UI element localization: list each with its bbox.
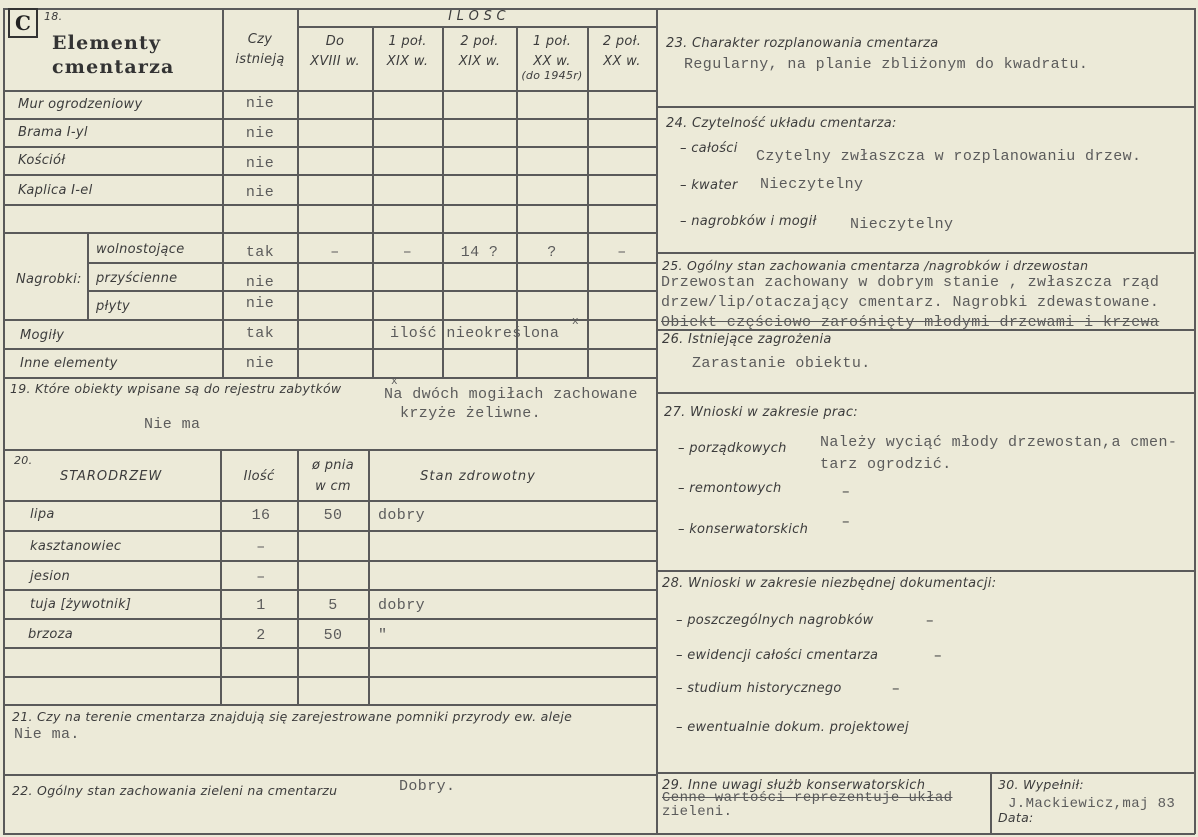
s20-col-stan: Stan zdrowotny (420, 469, 536, 484)
s27-porz-label: – porządkowych (678, 441, 787, 456)
col-czy-line1: Czy (247, 32, 273, 47)
s22-value: Dobry. (399, 778, 456, 795)
s27-rem-value: – (842, 482, 850, 500)
s24-kwater-label: – kwater (680, 178, 738, 193)
wolnostojace-1pol-xix: – (402, 244, 413, 261)
s25-line3: Obiekt częściowo zarośnięty młodymi drzewami i krzewa (661, 314, 1160, 331)
row-line (88, 262, 657, 264)
row-line (3, 204, 657, 206)
inne-czy: nie (245, 355, 275, 372)
tree-ilosc: 2 (256, 627, 266, 644)
period-header-1-line1: Do (325, 34, 345, 49)
period-header-3-line2: XIX w. (458, 54, 501, 69)
wolnostojace-1pol-xx: ? (547, 244, 557, 261)
s21-value: Nie ma. (14, 726, 80, 743)
doc-item-label: – ewidencji całości cmentarza (676, 648, 879, 663)
period-header-1-line2: XVIII w. (310, 54, 360, 69)
s20-col-pnia-2: w cm (315, 479, 351, 494)
row-line (656, 252, 1196, 254)
tree-pien: 50 (323, 507, 343, 524)
row-line (3, 774, 657, 776)
s27-porz-value2: tarz ogrodzić. (820, 456, 952, 473)
s28-label: 28. Wnioski w zakresie niezbędnej dokumentacji: (662, 576, 997, 591)
left-border (3, 8, 5, 834)
nagrobki-wolnostojace-czy: tak (245, 244, 275, 261)
period-header-4-line3: (do 1945r) (521, 69, 583, 82)
nagrobki-przyscienne-czy: nie (245, 274, 275, 291)
tree-name: kasztanowiec (30, 539, 122, 554)
row-line (88, 290, 657, 292)
s27-rem-label: – remontowych (678, 481, 782, 496)
s18-title-line1: Elementy (52, 32, 162, 54)
doc-item-label: – ewentualnie dokum. projektowej (676, 720, 909, 735)
bottom-border (3, 833, 1195, 835)
wolnostojace-do-xviii: – (330, 244, 340, 261)
s25-label: 25. Ogólny stan zachowania cmentarza /nagrobków i drzewostan (662, 258, 1089, 273)
tree-ilosc: – (256, 569, 266, 586)
s19-label: 19. Które obiekty wpisane są do rejestru zabytków (10, 381, 342, 396)
doc-item-label: – studium historycznego (676, 681, 842, 696)
tree-pien: 50 (323, 627, 343, 644)
s24-label: 24. Czytelność układu cmentarza: (666, 116, 897, 131)
nagrobki-plyty: płyty (96, 299, 130, 314)
card-letter-box: C (8, 8, 38, 38)
row-line (3, 704, 657, 706)
tree-ilosc: – (256, 539, 266, 556)
tree-ilosc: 16 (251, 507, 271, 524)
row-line (3, 377, 657, 379)
mogily-mark: x (572, 316, 580, 328)
row-label-kaplica: Kaplica I-el (18, 183, 93, 198)
row-line (3, 118, 657, 120)
s24-calosci-label: – całości (680, 141, 738, 156)
s29-line1: Cenne wartości reprezentuje układ (662, 790, 953, 806)
s19-value: Nie ma (144, 416, 201, 433)
s30-data-label: Data: (998, 810, 1034, 825)
row-label-mur: Mur ogrodzeniowy (18, 97, 143, 112)
row-line (3, 618, 657, 620)
row-line (3, 348, 657, 350)
row-line (3, 232, 657, 234)
s20-col-ilosc: Ilość (243, 469, 275, 484)
s23-label: 23. Charakter rozplanowania cmentarza (666, 36, 939, 51)
col-line (990, 772, 992, 834)
tree-name: tuja [żywotnik] (30, 597, 132, 612)
s27-kons-label: – konserwatorskich (678, 522, 809, 537)
s20-number: 20. (14, 454, 33, 467)
col-line (87, 232, 89, 320)
tree-pien: 5 (328, 597, 338, 614)
row-label-kosciol: Kościół (18, 153, 66, 168)
doc-item-value: – (892, 679, 900, 697)
doc-item-value: – (926, 611, 934, 629)
tree-stan: " (378, 627, 388, 644)
col-czy-line2: istnieją (235, 52, 285, 67)
wolnostojace-2pol-xix: 14 ? (460, 244, 499, 261)
nagrobki-przyscienne: przyścienne (96, 271, 178, 286)
s18-number: 18. (44, 10, 63, 23)
row-line (656, 570, 1196, 572)
row-czy-mur: nie (245, 95, 275, 112)
s24-calosci-value: Czytelny zwłaszcza w rozplanowaniu drzew. (756, 148, 1142, 165)
s24-nagrobkow-value: Nieczytelny (850, 216, 954, 233)
col-ilosc-heading: I L O S C (448, 9, 506, 24)
s22-label: 22. Ogólny stan zachowania zieleni na cmentarzu (12, 783, 338, 798)
s25-line1: Drzewostan zachowany w dobrym stanie , zwłaszcza rząd (661, 274, 1160, 291)
s20-title: STARODRZEW (60, 469, 163, 484)
tree-name: jesion (30, 569, 70, 584)
s24-nagrobkow-label: – nagrobków i mogił (680, 214, 817, 229)
s27-kons-value: – (842, 512, 850, 530)
col-line (372, 26, 374, 378)
row-czy-kaplica: nie (245, 184, 275, 201)
row-line (3, 449, 657, 451)
period-header-5-line1: 2 poł. (602, 34, 642, 49)
s29-label: 29. Inne uwagi służb konserwatorskich (662, 778, 926, 793)
period-header-4-line1: 1 poł. (532, 34, 572, 49)
row-line (3, 647, 657, 649)
period-header-2-line1: 1 poł. (388, 34, 427, 49)
period-header-4-line2: XX w. (533, 54, 571, 69)
mogily-note: ilość nieokreślona (390, 325, 560, 342)
right-border (1194, 8, 1196, 834)
row-label-brama: Brama I-yl (18, 125, 88, 140)
s26-label: 26. Istniejące zagrożenia (662, 332, 832, 347)
period-header-5-line2: XX w. (603, 54, 641, 69)
row-czy-kosciol: nie (245, 155, 275, 172)
row-line (656, 106, 1196, 108)
row-czy-brama: nie (245, 125, 275, 142)
s30-value: J.Mackiewicz,maj 83 (1008, 796, 1176, 812)
tree-stan: dobry (378, 597, 426, 614)
row-line (3, 90, 657, 92)
s23-value: Regularny, na planie zbliżonym do kwadratu. (684, 56, 1089, 73)
period-header-2-line2: XIX w. (386, 54, 429, 69)
s20-col-pnia-1: ø pnia (312, 458, 354, 473)
row-line (3, 560, 657, 562)
row-line (3, 146, 657, 148)
s21-label: 21. Czy na terenie cmentarza znajdują się zarejestrowane pomniki przyrody ew. aleje (12, 709, 573, 724)
doc-item-value: – (934, 646, 942, 664)
center-divider (656, 8, 658, 834)
nagrobki-label: Nagrobki: (16, 272, 82, 287)
row-line (656, 772, 1196, 774)
s18-title-line2: cmentarza (52, 56, 175, 78)
period-header-3-line1: 2 poł. (460, 34, 499, 49)
row-line (3, 319, 657, 321)
inne-label: Inne elementy (20, 356, 118, 371)
tree-name: brzoza (28, 627, 73, 642)
s29-line2: zieleni. (662, 804, 733, 820)
row-line (3, 500, 657, 502)
tree-name: lipa (30, 507, 55, 522)
s19-mark: x (391, 376, 399, 388)
s24-kwater-value: Nieczytelny (760, 176, 864, 193)
row-line (3, 676, 657, 678)
mogily-czy: tak (245, 325, 275, 342)
s19-note-line1: Na dwóch mogiłach zachowane (384, 386, 638, 403)
tree-ilosc: 1 (256, 597, 266, 614)
tree-stan: dobry (378, 507, 426, 524)
s25-line2: drzew/lip/otaczający cmentarz. Nagrobki zdewastowane. (661, 294, 1160, 311)
s30-label: 30. Wypełnił: (998, 777, 1084, 792)
nagrobki-plyty-czy: nie (245, 295, 275, 312)
row-line (3, 530, 657, 532)
doc-item-label: – poszczególnych nagrobków (676, 613, 874, 628)
wolnostojace-2pol-xx: – (617, 244, 627, 261)
s26-value: Zarastanie obiektu. (692, 355, 871, 372)
row-line (3, 174, 657, 176)
row-line (3, 589, 657, 591)
s19-note-line2: krzyże żeliwne. (400, 405, 542, 422)
mogily-label: Mogiły (20, 328, 65, 343)
row-line (297, 26, 657, 28)
s27-porz-value1: Należy wyciąć młody drzewostan,a cmen- (820, 434, 1178, 451)
row-line (656, 392, 1196, 394)
s27-label: 27. Wnioski w zakresie prac: (664, 405, 858, 420)
nagrobki-wolnostojace: wolnostojące (96, 242, 185, 257)
